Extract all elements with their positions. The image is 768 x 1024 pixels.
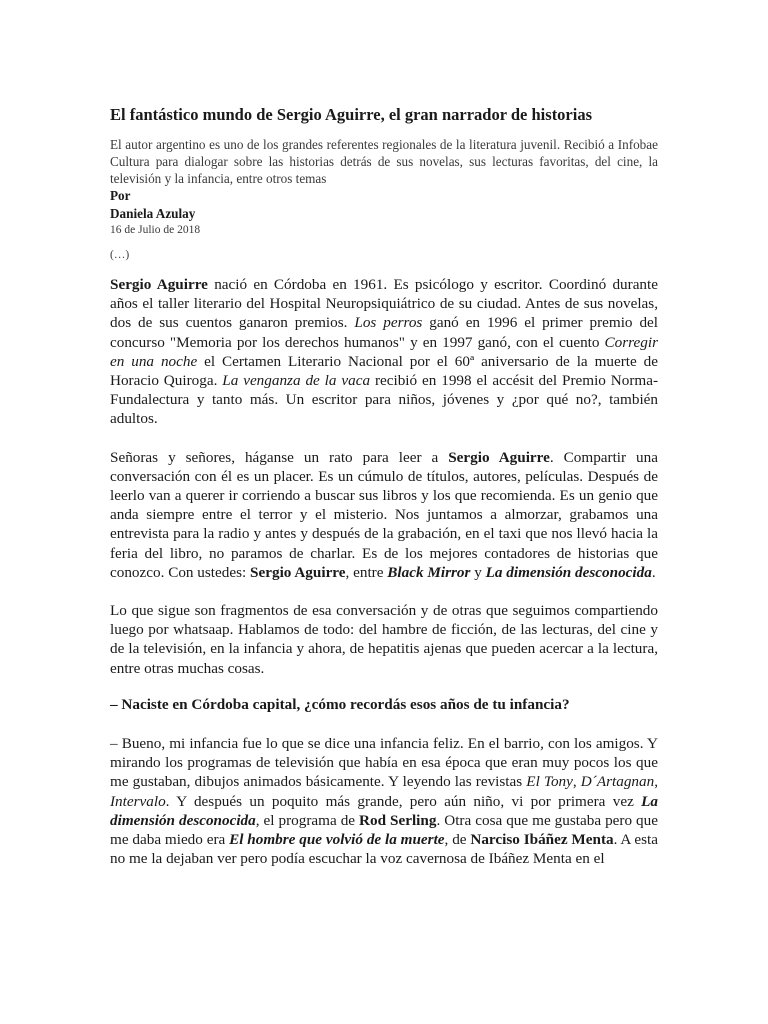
article-subtitle: El autor argentino es uno de los grandes referentes regionales de la literatura juvenil. Recibió a Infobae Cultura para dialogar sobre las historias detrás de sus novelas, sus lecturas favoritas, del cine, la televisión y la infancia, entre otros temas <box>110 137 658 186</box>
text-run: . <box>651 563 656 581</box>
magazine-title: D´Artagnan <box>580 773 655 791</box>
magazine-title: El Tony <box>526 773 573 791</box>
story-title: Corregir en una noche <box>110 333 658 370</box>
text-run: . A esta no me la dejaban ver pero podía escuchar la voz cavernosa de Ibáñez Menta en el <box>110 831 659 868</box>
text-run: ganó en 1996 el primer premio del concurso "Memoria por los derechos humanos" y en 1997 ganó, con el cuento <box>110 314 658 351</box>
person-name: Rod Serling <box>359 811 437 829</box>
person-name: Narciso Ibáñez Menta <box>470 831 614 849</box>
text-run: . Otra cosa que me gustaba pero que me daba miedo era <box>110 811 658 849</box>
show-title: La dimensión desconocida <box>485 563 652 581</box>
text-run: – Bueno, mi infancia fue lo que se dice una infancia feliz. En el barrio, con los amigos. Y mirando los programas de televisión que había en esa época que eran muy pocos los que me gustaban, dibujos animados básicamente. Y leyendo las revistas <box>110 735 658 791</box>
magazine-title: Intervalo <box>110 792 166 810</box>
text-run: recibió en 1998 el accésit del Premio Norma-Fundalectura y tanto más. Un escritor para niños, jóvenes y ¿por qué no?, también adultos. <box>110 372 659 428</box>
show-title: El hombre que volvió de la muerte <box>229 831 445 849</box>
book-title: La venganza de la vaca <box>222 372 371 390</box>
show-title: La dimensión desconocida <box>110 792 658 829</box>
text-run: , <box>654 773 658 791</box>
text-run: Señoras y señores, háganse un rato para leer a <box>110 448 449 466</box>
text-run: nació en Córdoba en 1961. Es psicólogo y escritor. Coordinó durante años el taller literario del Hospital Neuropsiquiátrico de su ciudad. Antes de sus novelas, dos de sus cuentos ganaron premios. <box>110 276 658 332</box>
text-run: el Certamen Literario Nacional por el 60ª aniversario de la muerte de Horacio Quiroga. <box>110 352 658 390</box>
interview-question: – Naciste en Córdoba capital, ¿cómo recordás esos años de tu infancia? <box>110 695 570 713</box>
book-title: Los perros <box>354 314 423 332</box>
paragraph-1 <box>110 275 658 429</box>
article-body <box>110 104 658 868</box>
show-title: Black Mirror <box>387 563 471 581</box>
ellipsis-marker: (…) <box>110 249 130 261</box>
author-subject-name: Sergio Aguirre <box>250 563 346 581</box>
text-run: , <box>572 773 581 791</box>
article-title: El fantástico mundo de Sergio Aguirre, el gran narrador de historias <box>110 105 593 124</box>
text-run: , de <box>444 831 471 849</box>
text-run: y <box>470 563 486 581</box>
text-run: . Compartir una conversación con él es un placer. Es un cúmulo de títulos, autores, películas. Después de leerlo van a querer ir corriendo a buscar sus libros y los que recomienda. Es un genio que anda siempre entre el terror y el misterio. Nos juntamos a almorzar, grabamos una entrevista para la radio y antes y después de la grabación, en el taxi que nos llevó hacia la feria del libro, no paramos de charlar. Es de los mejores contadores de historias que conozco. Con ustedes: <box>110 448 658 581</box>
publish-date: 16 de Julio de 2018 <box>110 224 201 236</box>
paragraph-4 <box>110 734 658 868</box>
byline-label: Por <box>110 188 131 203</box>
paragraph-3: Lo que sigue son fragmentos de esa conversación y de otras que seguimos compartiendo luego por whatsaap. Hablamos de todo: del hambre de ficción, de las lecturas, del cine y de la televisión, en la infancia y ahora, de hepatitis ajenas que pueden acercar a la lectura, entre otras muchas cosas. <box>110 602 658 677</box>
paragraph-2 <box>110 448 658 582</box>
author-subject-name: Sergio Aguirre <box>448 448 550 466</box>
author-name: Daniela Azulay <box>110 206 196 221</box>
text-run: , el programa de <box>255 811 360 829</box>
text-run: , entre <box>345 563 388 581</box>
author-subject-name: Sergio Aguirre <box>110 276 208 293</box>
text-run: . Y después un poquito más grande, pero aún niño, vi por primera vez <box>165 792 642 810</box>
